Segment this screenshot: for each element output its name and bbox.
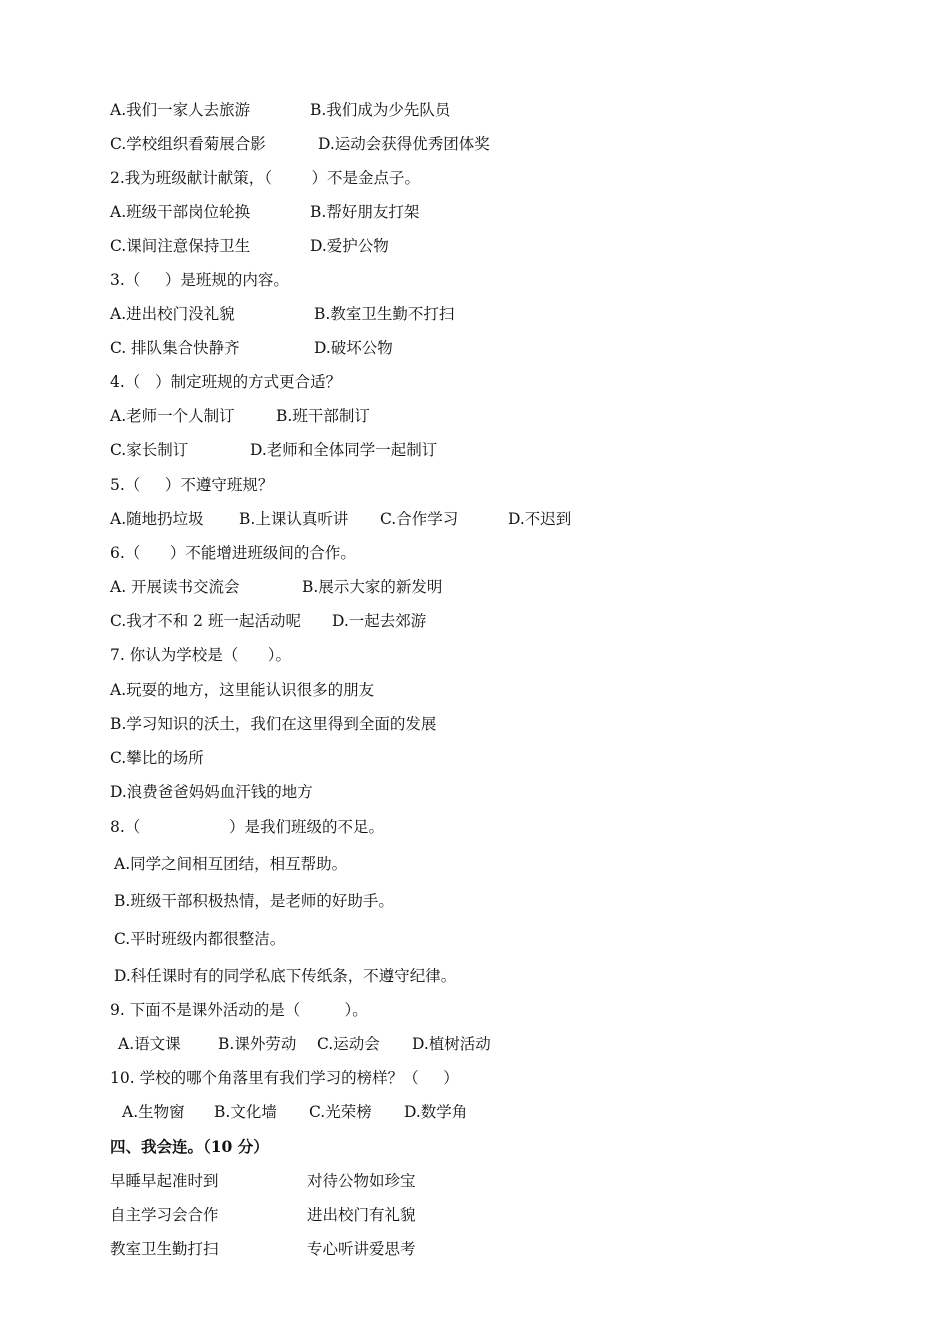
q10-stem: 10. 学校的哪个角落里有我们学习的榜样？（ ） <box>110 1069 459 1087</box>
matching-left-item: 自主学习会合作 <box>110 1206 219 1224</box>
q10-option-c: C.光荣榜 <box>309 1103 372 1121</box>
q5-options-row <box>110 507 572 531</box>
q6-option-b: B.展示大家的新发明 <box>302 578 443 596</box>
q6-option-c: C.我才不和 2 班一起活动呢 <box>110 612 301 630</box>
q2-option-c: C.课间注意保持卫生 <box>110 237 251 255</box>
q3-options-row-2 <box>110 336 393 360</box>
q10-option-a: A.生物窗 <box>122 1103 185 1121</box>
q2-option-b: B.帮好朋友打架 <box>310 203 420 221</box>
q6-option-a: A. 开展读书交流会 <box>110 578 240 596</box>
matching-right-item: 进出校门有礼貌 <box>307 1206 416 1224</box>
q2-option-d: D.爱护公物 <box>310 237 389 255</box>
q3-option-c: C. 排队集合快静齐 <box>110 339 240 357</box>
q7-option-c: C.攀比的场所 <box>110 749 204 767</box>
q6-options-row-1 <box>110 575 443 599</box>
q10-option-d: D.数学角 <box>404 1103 468 1121</box>
q10-option-b: B.文化墙 <box>214 1103 277 1121</box>
q4-stem: 4.（ ）制定班规的方式更合适？ <box>110 373 342 391</box>
q2-option-a: A.班级干部岗位轮换 <box>110 203 251 221</box>
q8-stem: 8.（ ）是我们班级的不足。 <box>110 818 384 836</box>
matching-row-3 <box>110 1237 416 1261</box>
q4-option-d: D.老师和全体同学一起制订 <box>250 441 438 459</box>
q8-option-b: B.班级干部积极热情，是老师的好助手。 <box>114 892 394 910</box>
q2-options-row-1 <box>110 200 420 224</box>
matching-right-item: 对待公物如珍宝 <box>307 1172 416 1190</box>
matching-row-1 <box>110 1169 416 1193</box>
q10-options-row <box>110 1100 468 1124</box>
q4-options-row-1 <box>110 404 370 428</box>
section-4-heading: 四、我会连。（10 分） <box>110 1137 269 1156</box>
q1-option-a: A.我们一家人去旅游 <box>110 101 251 119</box>
q8-option-a: A.同学之间相互团结，相互帮助。 <box>114 855 348 873</box>
q9-option-c: C.运动会 <box>317 1035 380 1053</box>
q9-stem: 9. 下面不是课外活动的是（ ）。 <box>110 1001 368 1019</box>
q6-stem: 6.（ ）不能增进班级间的合作。 <box>110 544 356 562</box>
q1-option-c: C.学校组织看菊展合影 <box>110 135 266 153</box>
q1-options-row-2 <box>110 132 490 156</box>
q3-option-d: D.破坏公物 <box>314 339 393 357</box>
matching-left-item: 教室卫生勤打扫 <box>110 1240 219 1258</box>
q5-option-a: A.随地扔垃圾 <box>110 510 204 528</box>
q5-option-d: D.不迟到 <box>508 510 572 528</box>
q4-options-row-2 <box>110 438 438 462</box>
q9-option-a: A.语文课 <box>118 1035 181 1053</box>
q3-option-a: A.进出校门没礼貌 <box>110 305 235 323</box>
q5-stem: 5.（ ）不遵守班规？ <box>110 476 274 494</box>
q8-option-c: C.平时班级内都很整洁。 <box>114 930 286 948</box>
q8-option-d: D.科任课时有的同学私底下传纸条，不遵守纪律。 <box>114 967 457 985</box>
q7-option-d: D.浪费爸爸妈妈血汗钱的地方 <box>110 783 313 801</box>
q2-stem: 2.我为班级献计献策，（ ）不是金点子。 <box>110 169 420 187</box>
q1-option-d: D.运动会获得优秀团体奖 <box>318 135 490 153</box>
q4-option-c: C.家长制订 <box>110 441 189 459</box>
q3-stem: 3.（ ）是班规的内容。 <box>110 271 289 289</box>
matching-left-item: 早睡早起准时到 <box>110 1172 219 1190</box>
q5-option-c: C.合作学习 <box>380 510 459 528</box>
q9-options-row <box>110 1032 491 1056</box>
q7-option-a: A.玩耍的地方，这里能认识很多的朋友 <box>110 681 375 699</box>
q1-options-row-1 <box>110 98 451 122</box>
q5-option-b: B.上课认真听讲 <box>239 510 349 528</box>
q3-option-b: B.教室卫生勤不打扫 <box>314 305 455 323</box>
q9-option-b: B.课外劳动 <box>218 1035 297 1053</box>
q6-options-row-2 <box>110 609 427 633</box>
matching-row-2 <box>110 1203 416 1227</box>
q9-option-d: D.植树活动 <box>412 1035 491 1053</box>
q2-options-row-2 <box>110 234 389 258</box>
q4-option-a: A.老师一个人制订 <box>110 407 235 425</box>
q3-options-row-1 <box>110 302 455 326</box>
q1-option-b: B.我们成为少先队员 <box>310 101 451 119</box>
q7-stem: 7. 你认为学校是（ ）。 <box>110 646 292 664</box>
matching-right-item: 专心听讲爱思考 <box>307 1240 416 1258</box>
q7-option-b: B.学习知识的沃土，我们在这里得到全面的发展 <box>110 715 437 733</box>
q4-option-b: B.班干部制订 <box>276 407 370 425</box>
q6-option-d: D.一起去郊游 <box>332 612 427 630</box>
